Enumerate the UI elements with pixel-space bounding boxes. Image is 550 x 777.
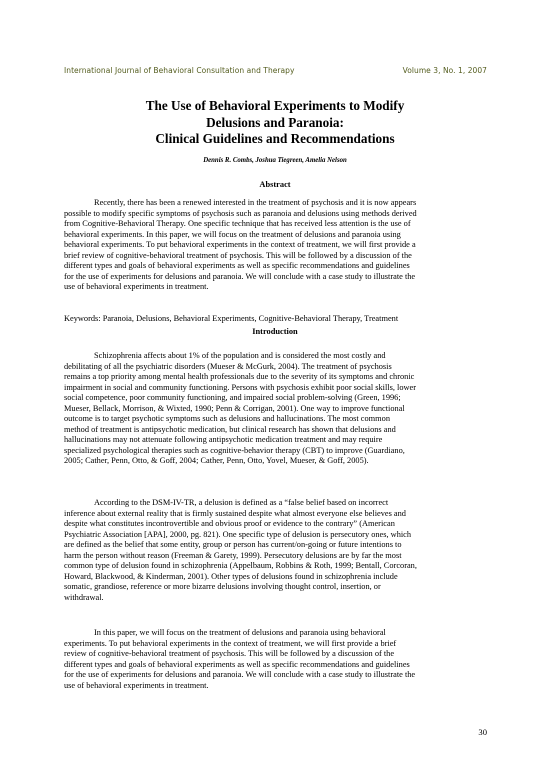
text-line: possible to modify specific symptoms of psychosis such as paranoia and delusions using methods derived — [64, 208, 417, 218]
intro-paragraph-2 — [64, 498, 487, 603]
introduction-heading: Introduction — [252, 327, 298, 336]
text-line: from Cognitive-Behavioral Therapy. One specific technique that has received less attention is the use of — [64, 219, 411, 229]
text-line: hallucinations may not attenuate following antipsychotic medication treatment and may require — [64, 435, 383, 445]
text-line: Psychiatric Association [APA], 2000, pg. 821). One specific type of delusion is persecutory ones, which — [64, 529, 412, 539]
volume-info: Volume 3, No. 1, 2007 — [402, 66, 487, 75]
title-line: Delusions and Paranoia: — [206, 114, 344, 130]
text-line: Howard, Blackwood, & Kinderman, 2001). Other types of delusions found in schizophrenia include — [64, 571, 398, 581]
intro-paragraph-1 — [64, 351, 487, 467]
text-line: are defined as the belief that some entity, group or person has current/on-going or future intentions to — [64, 540, 402, 550]
text-line: In this paper, we will focus on the treatment of delusions and paranoia using behavioral — [94, 628, 386, 637]
text-line: different types and goals of behavioral experiments as well as specific recommendations and guidelines — [64, 659, 410, 669]
text-line: behavioral experiments. To put behavioral experiments in the context of treatment, we will first provide a — [64, 240, 416, 250]
keywords-line — [64, 314, 487, 325]
journal-name: International Journal of Behavioral Consultation and Therapy — [64, 66, 295, 75]
text-line: specialized psychological therapies such as cognitive-behavior therapy (CBT) to improve (Guardiano, — [64, 445, 405, 455]
text-line: for the use of experiments for delusions and paranoia. We will conclude with a case study to illustrate the — [64, 670, 416, 680]
text-line: experiments. To put behavioral experiments in the context of treatment, we will first provide a brief — [64, 638, 397, 648]
text-line: inference about external reality that is firmly sustained despite what almost everyone else believes and — [64, 508, 406, 518]
text-line: despite what constitutes incontrovertible and obvious proof or evidence to the contrary” (American — [64, 519, 395, 529]
title-line: The Use of Behavioral Experiments to Modify — [145, 98, 405, 113]
title-line: Clinical Guidelines and Recommendations — [155, 131, 395, 147]
text-line: different types and goals of behavioral experiments as well as specific recommendations and guidelines — [64, 261, 410, 271]
abstract-heading: Abstract — [259, 180, 291, 189]
text-line: use of behavioral experiments in treatment. — [64, 282, 209, 292]
article-title — [60, 98, 490, 148]
text-line: According to the DSM-IV-TR, a delusion is defined as a “false belief based on incorrect — [94, 498, 389, 507]
intro-paragraph-3 — [64, 628, 487, 691]
text-line: remains a top priority among mental health professionals due to the severity of its symptoms and chronic — [64, 372, 415, 382]
text-line: Recently, there has been a renewed interested in the treatment of psychosis and it is now appears — [94, 198, 417, 207]
text-line: social competence, poor community functioning, and impaired social problem-solving (Green, 1996; — [64, 393, 401, 403]
text-line: outcome is to target psychotic symptoms such as delusions and hallucinations. The most common — [64, 414, 390, 424]
author-list: Dennis R. Combs, Joshua Tiegreen, Amelia Nelson — [203, 157, 347, 164]
text-line: method of treatment is antipsychotic medication, but clinical research has shown that delusions and — [64, 424, 396, 434]
abstract-paragraph — [64, 198, 487, 293]
text-line: review of cognitive-behavioral treatment of psychosis. This will be followed by a discussion of the — [64, 649, 395, 659]
text-line: debilitating of all the psychiatric disorders (Mueser & McGurk, 2004). The treatment of psychosis — [64, 361, 392, 371]
text-line: 2005; Cather, Penn, Otto, & Goff, 2004; Cather, Penn, Otto, Yovel, Mueser, & Goff, 2005). — [64, 456, 369, 466]
text-line: impairment in social and community functioning. Persons with psychosis exhibit poor social skills, lower — [64, 382, 417, 392]
text-line: withdrawal. — [64, 592, 104, 602]
text-line: Schizophrenia affects about 1% of the population and is considered the most costly and — [94, 351, 386, 360]
running-header — [64, 66, 487, 75]
text-line: common type of delusion found in schizophrenia (Appelbaum, Robbins & Roth, 1999; Bentall, Corcoran, — [64, 561, 417, 571]
text-line: somatic, grandiose, reference or more bizarre delusions involving thought control, insertion, or — [64, 582, 381, 592]
page-number: 30 — [478, 727, 487, 737]
text-line: use of behavioral experiments in treatment. — [64, 680, 209, 690]
text-line: brief review of cognitive-behavioral treatment of psychosis. This will be followed by a discussion of the — [64, 250, 412, 260]
text-line: Mueser, Bellack, Morrison, & Wixted, 1990; Penn & Corrigan, 2001). One way to improve functional — [64, 403, 405, 413]
text-line: for the use of experiments for delusions and paranoia. We will conclude with a case study to illustrate the — [64, 271, 416, 281]
text-line: harm the person without reason (Freeman & Garety, 1999). Persecutory delusions are by far the most — [64, 550, 402, 560]
text-line: behavioral experiments. In this paper, we will focus on the treatment of delusions and paranoia using — [64, 229, 401, 239]
keywords-text: Keywords: Paranoia, Delusions, Behavioral Experiments, Cognitive-Behavioral Therapy, Treatment — [64, 314, 399, 323]
